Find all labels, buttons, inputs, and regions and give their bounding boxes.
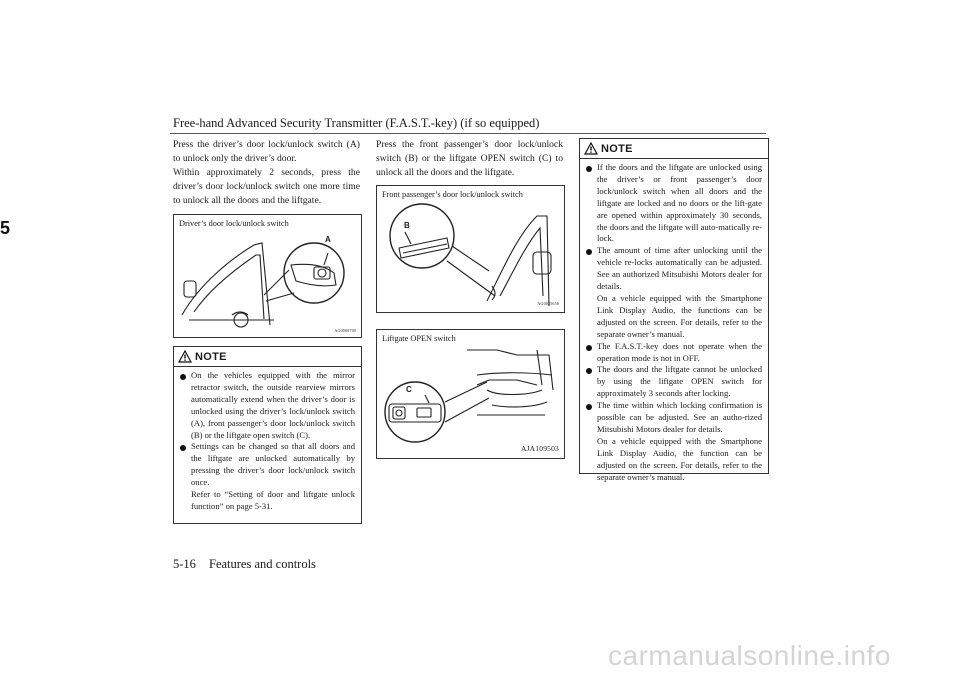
note-box-right	[579, 138, 769, 482]
driver-door-illustration	[174, 215, 361, 337]
liftgate-illustration	[377, 330, 564, 458]
note-item	[586, 245, 762, 340]
callout-b: B	[404, 221, 410, 230]
watermark: carmanualsonline.info	[608, 640, 891, 671]
figure-caption: Driver’s door lock/unlock switch	[179, 219, 289, 228]
note-item-text: If the doors and the liftgate are unlocked using the driver’s or front passenger’s door lock/unlock switch when all doors and the liftgate are locked and no doors or the lift-gate are opened within approximately 30 seconds, the doors and the liftgate will auto-matically re-lock.	[597, 162, 762, 244]
bullet-icon	[180, 445, 186, 451]
figure-passenger-switch	[376, 185, 565, 313]
note-item	[180, 370, 355, 441]
page-number: 5-16	[173, 557, 196, 571]
note-item-text: The time within which locking confirmation is possible can be adjusted. See an autho-rized Mitsubishi Motors dealer for details. On a vehicle equipped with the Smartphone Link Display Audio, the function can be adjusted on the screen. For details, refer to the separate owner’s manual.	[597, 400, 762, 482]
note-item-text: The doors and the liftgate cannot be unlocked by using the liftgate OPEN switch for approximately 3 seconds after locking.	[597, 364, 762, 399]
bullet-icon	[180, 374, 186, 380]
note-item-text: The amount of time after unlocking until the vehicle re-locks automatically can be adjusted. See an authorized Mitsubishi Motors dealer for details. On a vehicle equipped with the Smartphone Link Display Audio, the functions can be adjusted on the screen. For details, refer to the separate owner’s manual.	[597, 245, 762, 339]
paragraph-2: Within approximately 2 seconds, press the driver’s door lock/unlock switch one more time to unlock all the doors and the liftgate.	[173, 167, 360, 206]
figure-code: AG0000790	[334, 328, 356, 333]
callout-a: A	[325, 235, 331, 244]
warning-icon	[584, 142, 598, 155]
section-title: Features and controls	[209, 557, 316, 571]
figure-driver-switch	[173, 214, 362, 338]
bullet-icon	[586, 404, 592, 410]
chapter-tab: 5	[0, 218, 11, 238]
note-list	[586, 162, 762, 483]
note-item	[586, 364, 762, 400]
note-header	[178, 350, 227, 363]
figure-caption: Front passenger’s door lock/unlock switch	[382, 190, 523, 199]
left-column-text	[173, 138, 360, 208]
figure-caption: Liftgate OPEN switch	[382, 334, 456, 343]
note-item	[586, 341, 762, 365]
note-title: NOTE	[195, 350, 227, 363]
note-item	[586, 162, 762, 245]
note-title: NOTE	[601, 142, 633, 155]
bullet-icon	[586, 249, 592, 255]
note-item	[180, 441, 355, 512]
note-rule	[174, 366, 361, 367]
note-list	[180, 370, 355, 513]
bullet-icon	[586, 166, 592, 172]
header-rule	[170, 133, 766, 134]
note-header	[584, 142, 633, 155]
bullet-icon	[586, 345, 592, 351]
bullet-icon	[586, 368, 592, 374]
middle-column-text	[376, 138, 563, 180]
note-item	[586, 400, 762, 483]
figure-code: AJA109503	[520, 444, 559, 453]
warning-icon	[178, 350, 192, 363]
passenger-door-illustration	[377, 186, 564, 312]
note-box-left	[173, 346, 362, 524]
note-rule	[580, 158, 768, 159]
note-item-text: The F.A.S.T.-key does not operate when the operation mode is not in OFF.	[597, 340, 762, 363]
callout-c: C	[406, 385, 412, 394]
note-item-text: On the vehicles equipped with the mirror retractor switch, the outside rearview mirrors automatically extend when the driver’s door is unlocked using the driver’s lock/unlock switch (A), front passenger’s door lock/unlock switch (B) or the liftgate open switch (C).	[191, 370, 355, 440]
paragraph-1: Press the driver’s door lock/unlock switch (A) to unlock only the driver’s door.	[173, 139, 360, 164]
figure-code: AG0025658	[537, 301, 559, 306]
page-header-title: Free-hand Advanced Security Transmitter (F.A.S.T.-key) (if so equipped)	[173, 116, 540, 130]
paragraph-3: Press the front passenger’s door lock/unlock switch (B) or the liftgate OPEN switch (C) to unlock all the doors and the liftgate.	[376, 139, 563, 178]
figure-liftgate-switch	[376, 329, 565, 459]
note-item-text: Settings can be changed so that all doors and the liftgate are unlocked automatically by pressing the driver’s door lock/unlock switch once. Refer to “Setting of door and liftgate unlock function” on page 5-31.	[191, 441, 355, 511]
